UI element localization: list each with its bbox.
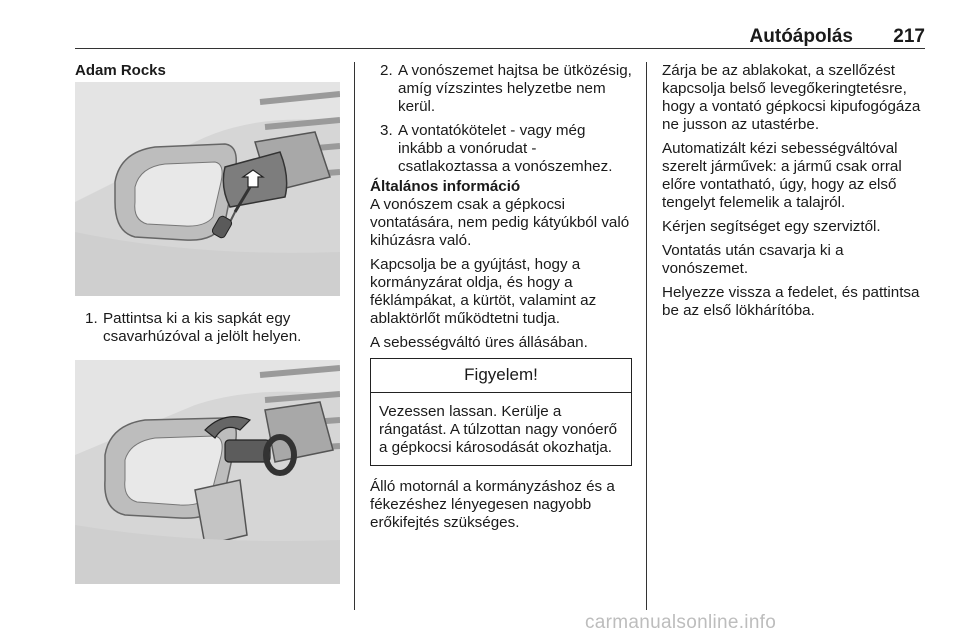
step-number: 2.	[380, 62, 393, 79]
column-2	[370, 62, 632, 538]
illustration-tow-eye	[75, 360, 340, 584]
list-item	[370, 62, 632, 116]
warning-text: Vezessen lassan. Kerülje a rángatást. A túlzottan nagy vonóerő a gépkocsi károsodását okozhatja.	[379, 403, 618, 456]
paragraph: Kapcsolja be a gyújtást, hogy a kormányzárat oldja, és hogy a féklámpákat, a kürtöt, valamint az ablaktörlőt működtetni tudja.	[370, 256, 597, 327]
paragraph: Automatizált kézi sebességváltóval szerelt járművek: a jármű csak orral előre vontatható, úgy, hogy az első tengelyt felemelik a talajról.	[662, 140, 902, 211]
column-3	[662, 62, 930, 326]
steps-list-1	[75, 310, 340, 346]
paragraph: Zárja be az ablakokat, a szellőzést kapcsolja belső levegőkeringtetésre, hogy a vontató gépkocsi kipufogógáza ne jusson az utastérbe.	[662, 62, 921, 133]
column-divider-2	[646, 62, 647, 610]
column-divider-1	[354, 62, 355, 610]
paragraph: Kérjen segítséget egy szerviztől.	[662, 218, 881, 235]
list-item	[75, 310, 340, 346]
steps-list-2	[370, 62, 632, 176]
page-header	[75, 26, 925, 49]
list-item	[370, 122, 632, 176]
section-heading: Általános információ	[370, 178, 521, 195]
column-1	[75, 62, 340, 584]
step-number: 1.	[85, 310, 98, 327]
step-number: 3.	[380, 122, 393, 139]
step-text: Pattintsa ki a kis sapkát egy csavarhúzóval a jelölt helyen.	[103, 310, 302, 345]
warning-box	[370, 358, 632, 466]
paragraph: A vonószem csak a gépkocsi vontatására, nem pedig kátyúkból való kihúzásra való.	[370, 196, 630, 249]
section-title: Adam Rocks	[75, 62, 166, 79]
paragraph: Álló motornál a kormányzáshoz és a fékezéshez lényegesen nagyobb erőkifejtés szükséges.	[370, 478, 615, 531]
illustration-bumper-cap	[75, 82, 340, 296]
warning-title: Figyelem!	[371, 359, 631, 393]
step-text: A vonószemet hajtsa be ütközésig, amíg vízszintes helyzetbe nem kerül.	[398, 62, 632, 115]
paragraph: Helyezze vissza a fedelet, és pattintsa be az első lökhárítóba.	[662, 284, 920, 319]
page-number: 217	[893, 26, 925, 47]
paragraph: Vontatás után csavarja ki a vonószemet.	[662, 242, 844, 277]
watermark: carmanualsonline.info	[585, 612, 777, 633]
paragraph: A sebességváltó üres állásában.	[370, 334, 588, 351]
step-text: A vontatókötelet - vagy még inkább a vonórudat - csatlakoztassa a vonószemhez.	[398, 122, 613, 175]
header-title: Autóápolás	[749, 26, 853, 47]
